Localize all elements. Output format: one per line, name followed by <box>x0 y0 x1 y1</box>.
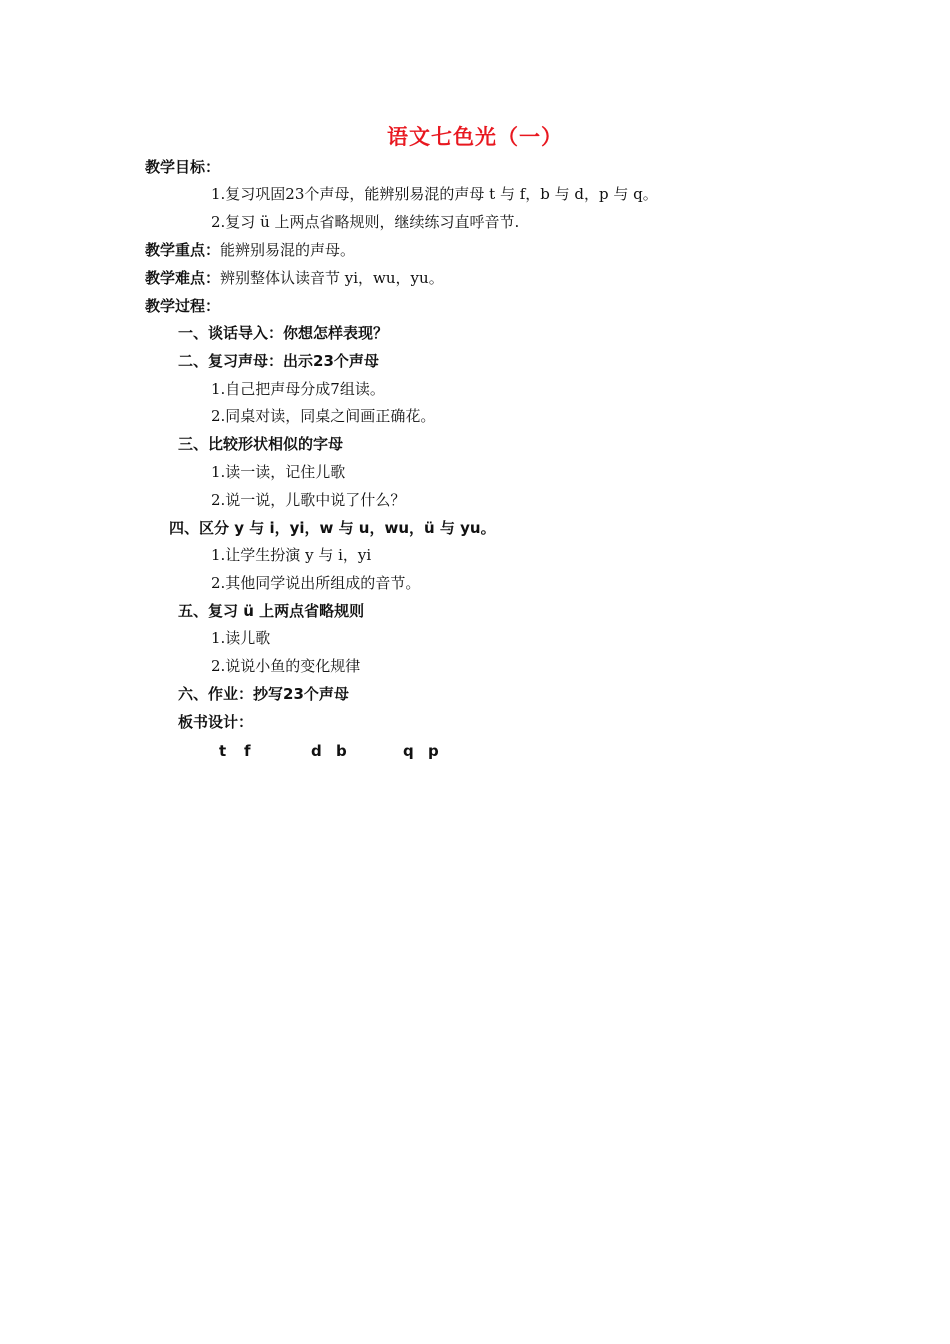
board-label: 板书设计： <box>178 713 254 731</box>
section-item: 2.说一说，儿歌中说了什么？ <box>211 491 406 509</box>
section-heading: 二、复习声母：出示23个声母 <box>178 352 379 370</box>
section-item: 2.其他同学说出所组成的音节。 <box>211 574 421 592</box>
key-point-label: 教学重点： <box>145 241 221 259</box>
section-item: 1.自己把声母分成7组读。 <box>211 380 385 398</box>
section-item: 2.说说小鱼的变化规律 <box>211 657 361 675</box>
section-item: 1.读儿歌 <box>211 629 271 647</box>
section-item: 1.让学生扮演 y 与 i，yi <box>211 546 372 564</box>
section-heading: 四、区分 y 与 i，yi，w 与 u，wu，ü 与 yu。 <box>169 519 496 537</box>
section-heading: 六、作业：抄写23个声母 <box>178 685 349 703</box>
difficulty <box>145 268 444 288</box>
key-point <box>145 240 355 260</box>
difficulty-text: 辨别整体认读音节 yi，wu，yu。 <box>220 269 444 287</box>
difficulty-label: 教学难点： <box>145 269 221 287</box>
board-letter: q <box>403 742 414 760</box>
section-item: 2.同桌对读，同桌之间画正确花。 <box>211 407 436 425</box>
key-point-text: 能辨别易混的声母。 <box>220 241 356 259</box>
objective-item: 2.复习 ü 上两点省略规则，继续练习直呼音节. <box>211 213 520 231</box>
board-letter: p <box>428 742 439 760</box>
board-letter: f <box>244 742 251 760</box>
section-item: 1.读一读，记住儿歌 <box>211 463 346 481</box>
board-letter: t <box>219 742 227 760</box>
board-letter: b <box>336 742 347 760</box>
section-heading: 三、比较形状相似的字母 <box>178 435 344 453</box>
objectives-label: 教学目标： <box>145 158 221 176</box>
objective-item: 1.复习巩固23个声母，能辨别易混的声母 t 与 f，b 与 d，p 与 q。 <box>211 185 658 203</box>
document-title: 语文七色光（一） <box>387 125 563 149</box>
board-letter: d <box>311 742 322 760</box>
process-label: 教学过程： <box>145 297 221 315</box>
section-heading: 五、复习 ü 上两点省略规则 <box>178 602 365 620</box>
section-heading: 一、谈话导入：你想怎样表现？ <box>178 324 389 342</box>
